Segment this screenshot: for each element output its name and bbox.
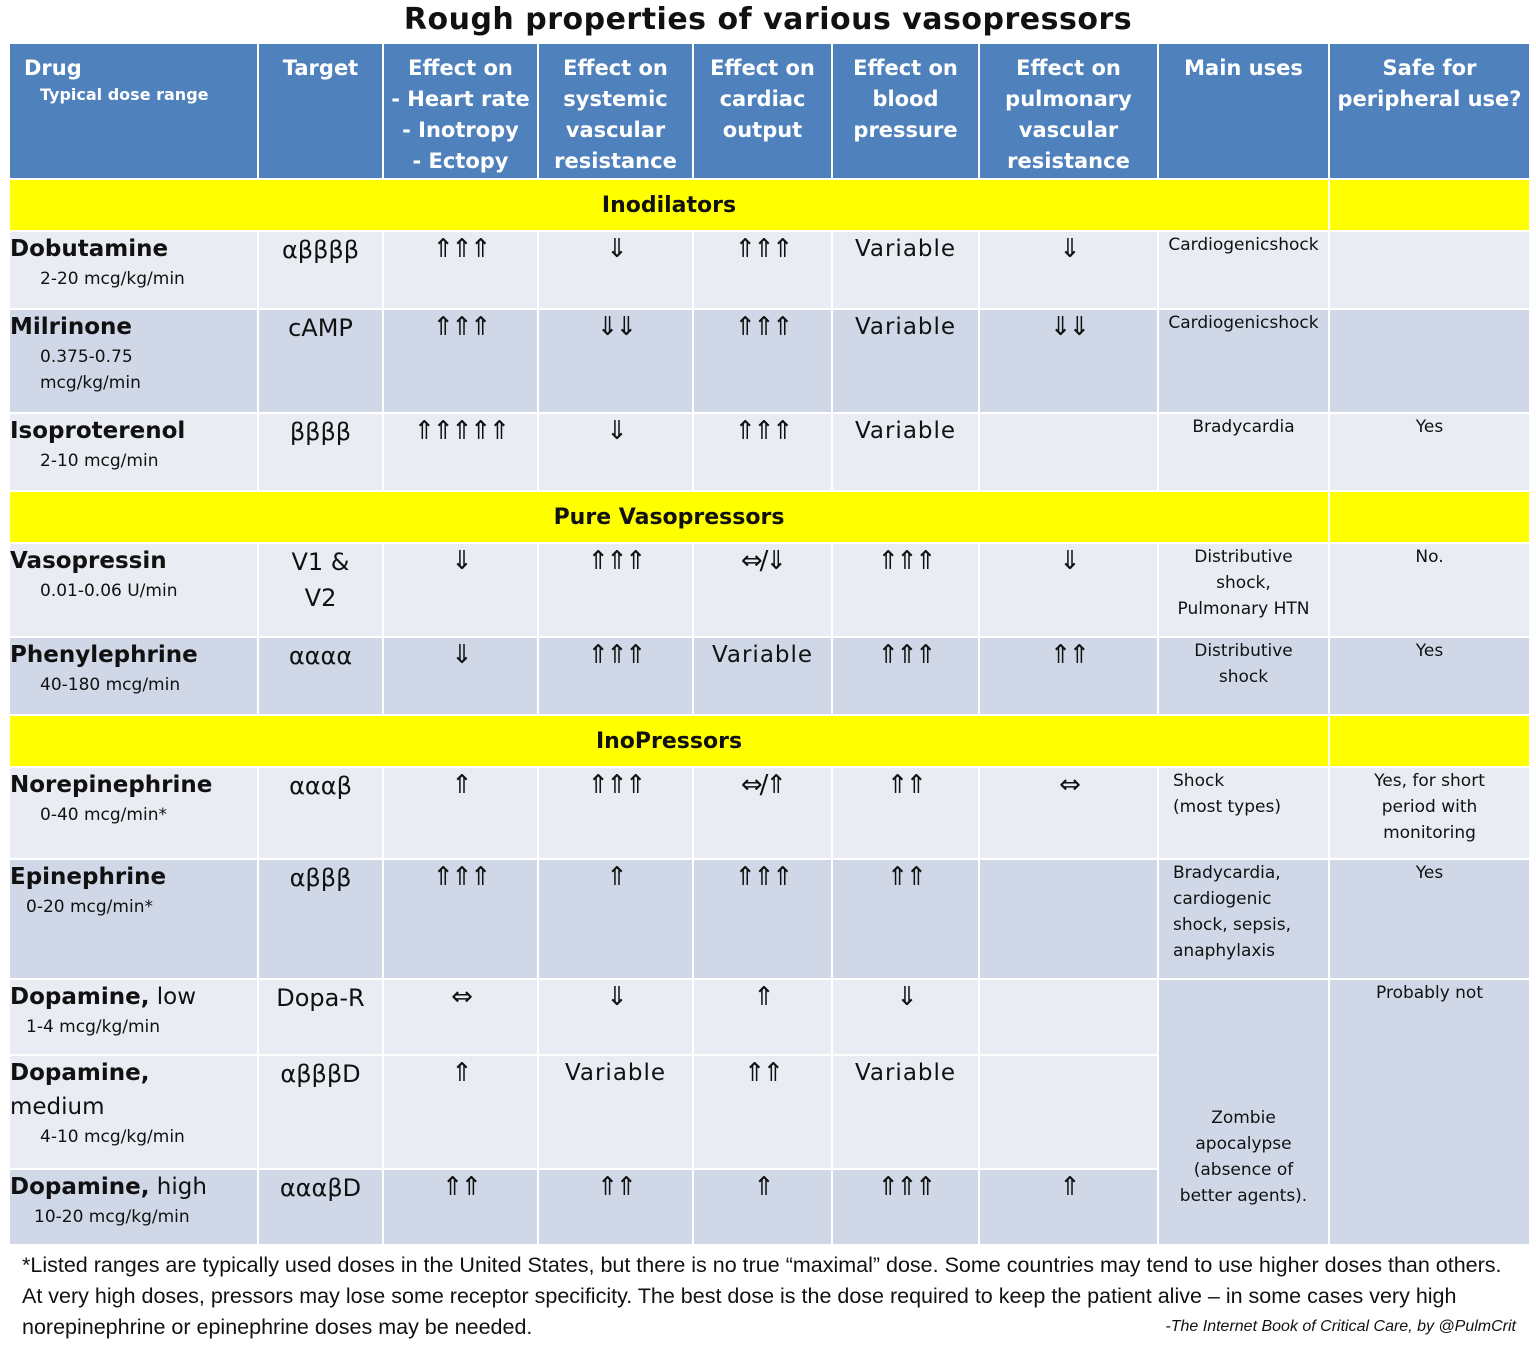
blood-pressure-cell: Variable	[832, 413, 979, 491]
cardiac-output-cell: ⇔/⇓	[693, 543, 832, 637]
cardiac-output-cell: ⇑⇑⇑	[693, 859, 832, 979]
svr-cell: ⇑⇑⇑	[538, 637, 693, 715]
drug-cell: Dobutamine 2-20 mcg/kg/min	[9, 231, 258, 309]
main-uses-cell: Shock (most types)	[1158, 767, 1329, 859]
target-cell: αααβD	[258, 1169, 383, 1245]
cardiac-output-cell: ⇑	[693, 979, 832, 1055]
svr-cell: ⇑⇑	[538, 1169, 693, 1245]
header-drug: Drug Typical dose range	[9, 43, 258, 179]
heart-rate-cell: ⇑⇑⇑⇑⇑	[383, 413, 538, 491]
cardiac-output-cell: Variable	[693, 637, 832, 715]
drug-cell: Epinephrine 0-20 mcg/min*	[9, 859, 258, 979]
pvr-cell: ⇓	[979, 231, 1158, 309]
cardiac-output-cell: ⇔/⇑	[693, 767, 832, 859]
section-row	[9, 179, 1530, 231]
pvr-cell	[979, 413, 1158, 491]
svr-cell: ⇓	[538, 413, 693, 491]
svr-cell: ⇑⇑⇑	[538, 543, 693, 637]
target-cell: αβββ	[258, 859, 383, 979]
header-blood-pressure: Effect on blood pressure	[832, 43, 979, 179]
svr-cell: Variable	[538, 1055, 693, 1169]
target-cell: cAMP	[258, 309, 383, 413]
blood-pressure-cell: ⇓	[832, 979, 979, 1055]
svr-cell: ⇑	[538, 859, 693, 979]
table-row	[9, 543, 1530, 637]
main-uses-cell: Distributive shock	[1158, 637, 1329, 715]
blood-pressure-cell: Variable	[832, 1055, 979, 1169]
drug-cell: Milrinone 0.375-0.75 mcg/kg/min	[9, 309, 258, 413]
heart-rate-cell: ⇓	[383, 637, 538, 715]
blood-pressure-cell: ⇑⇑⇑	[832, 637, 979, 715]
pvr-cell: ⇑	[979, 1169, 1158, 1245]
drug-cell: Phenylephrine 40-180 mcg/min	[9, 637, 258, 715]
page-title: Rough properties of various vasopressors	[403, 2, 1133, 37]
drug-cell: Vasopressin 0.01-0.06 U/min	[9, 543, 258, 637]
table-row	[9, 637, 1530, 715]
table-row	[9, 767, 1530, 859]
pvr-cell: ⇔	[979, 767, 1158, 859]
cardiac-output-cell: ⇑⇑⇑	[693, 413, 832, 491]
blood-pressure-cell: ⇑⇑⇑	[832, 543, 979, 637]
credit: -The Internet Book of Critical Care, by @PulmCrit	[1165, 1318, 1516, 1335]
target-cell: αααα	[258, 637, 383, 715]
heart-rate-cell: ⇑⇑⇑	[383, 859, 538, 979]
heart-rate-cell: ⇑	[383, 1055, 538, 1169]
svr-cell: ⇓	[538, 979, 693, 1055]
cardiac-output-cell: ⇑⇑⇑	[693, 231, 832, 309]
drug-cell: Isoproterenol 2-10 mcg/min	[9, 413, 258, 491]
safe-cell: No.	[1329, 543, 1530, 637]
cardiac-output-cell: ⇑	[693, 1169, 832, 1245]
section-label: InoPressors	[9, 715, 1329, 767]
header-safe-peripheral: Safe for peripheral use?	[1329, 43, 1530, 179]
drug-cell: Dopamine, high 10-20 mcg/kg/min	[9, 1169, 258, 1245]
header-cardiac-output: Effect on cardiac output	[693, 43, 832, 179]
cardiac-output-cell: ⇑⇑⇑	[693, 309, 832, 413]
blood-pressure-cell: Variable	[832, 231, 979, 309]
svr-cell: ⇑⇑⇑	[538, 767, 693, 859]
target-cell: αββββ	[258, 231, 383, 309]
blood-pressure-cell: ⇑⇑	[832, 859, 979, 979]
safe-cell: Yes	[1329, 859, 1530, 979]
safe-cell	[1329, 231, 1530, 309]
safe-cell: Yes, for short period with monitoring	[1329, 767, 1530, 859]
pvr-cell: ⇓	[979, 543, 1158, 637]
main-uses-cell: Bradycardia	[1158, 413, 1329, 491]
drug-cell: Dopamine, medium 4-10 mcg/kg/min	[9, 1055, 258, 1169]
section-label: Pure Vasopressors	[9, 491, 1329, 543]
header-target: Target	[258, 43, 383, 179]
pvr-cell	[979, 859, 1158, 979]
blood-pressure-cell: Variable	[832, 309, 979, 413]
header-main-uses: Main uses	[1158, 43, 1329, 179]
main-uses-cell: Zombie apocalypse (absence of better agents).	[1158, 979, 1329, 1245]
target-cell: αβββD	[258, 1055, 383, 1169]
main-uses-cell: Distributive shock, Pulmonary HTN	[1158, 543, 1329, 637]
drug-cell: Dopamine, low 1-4 mcg/kg/min	[9, 979, 258, 1055]
section-row	[9, 715, 1530, 767]
heart-rate-cell: ⇔	[383, 979, 538, 1055]
section-row	[9, 491, 1530, 543]
heart-rate-cell: ⇑⇑⇑	[383, 231, 538, 309]
table-row	[9, 231, 1530, 309]
footnote: *Listed ranges are typically used doses in the United States, but there is no true “maximal” dose. Some countries may tend to use higher doses than others. At very high doses, pressors may lose some receptor specificity. The best dose is the dose required to keep the patient alive – in some cases very high norepinephrine or epinephrine doses may be needed.	[22, 1253, 1502, 1339]
safe-cell	[1329, 309, 1530, 413]
cardiac-output-cell: ⇑⇑	[693, 1055, 832, 1169]
pvr-cell: ⇓⇓	[979, 309, 1158, 413]
main-uses-cell: Bradycardia, cardiogenic shock, sepsis, anaphylaxis	[1158, 859, 1329, 979]
drug-cell: Norepinephrine 0-40 mcg/min*	[9, 767, 258, 859]
table-row	[9, 979, 1530, 1055]
safe-cell: Yes	[1329, 637, 1530, 715]
safe-cell: Yes	[1329, 413, 1530, 491]
target-cell: V1 & V2	[258, 543, 383, 637]
heart-rate-cell: ⇑	[383, 767, 538, 859]
header-heart-rate: Effect on - Heart rate - Inotropy - Ectopy	[383, 43, 538, 179]
header-pvr: Effect on pulmonary vascular resistance	[979, 43, 1158, 179]
svr-cell: ⇓	[538, 231, 693, 309]
safe-cell: Probably not	[1329, 979, 1530, 1245]
header-svr: Effect on systemic vascular resistance	[538, 43, 693, 179]
header-row	[9, 43, 1530, 179]
target-cell: αααβ	[258, 767, 383, 859]
main-uses-cell: Cardiogenicshock	[1158, 309, 1329, 413]
blood-pressure-cell: ⇑⇑⇑	[832, 1169, 979, 1245]
table-row	[9, 309, 1530, 413]
pvr-cell	[979, 1055, 1158, 1169]
target-cell: Dopa-R	[258, 979, 383, 1055]
svr-cell: ⇓⇓	[538, 309, 693, 413]
blood-pressure-cell: ⇑⇑	[832, 767, 979, 859]
main-uses-cell: Cardiogenicshock	[1158, 231, 1329, 309]
target-cell: ββββ	[258, 413, 383, 491]
table-row	[9, 413, 1530, 491]
vasopressor-table	[8, 42, 1531, 1246]
heart-rate-cell: ⇓	[383, 543, 538, 637]
section-label: Inodilators	[9, 179, 1329, 231]
heart-rate-cell: ⇑⇑⇑	[383, 309, 538, 413]
pvr-cell	[979, 979, 1158, 1055]
table-row	[9, 859, 1530, 979]
pvr-cell: ⇑⇑	[979, 637, 1158, 715]
heart-rate-cell: ⇑⇑	[383, 1169, 538, 1245]
